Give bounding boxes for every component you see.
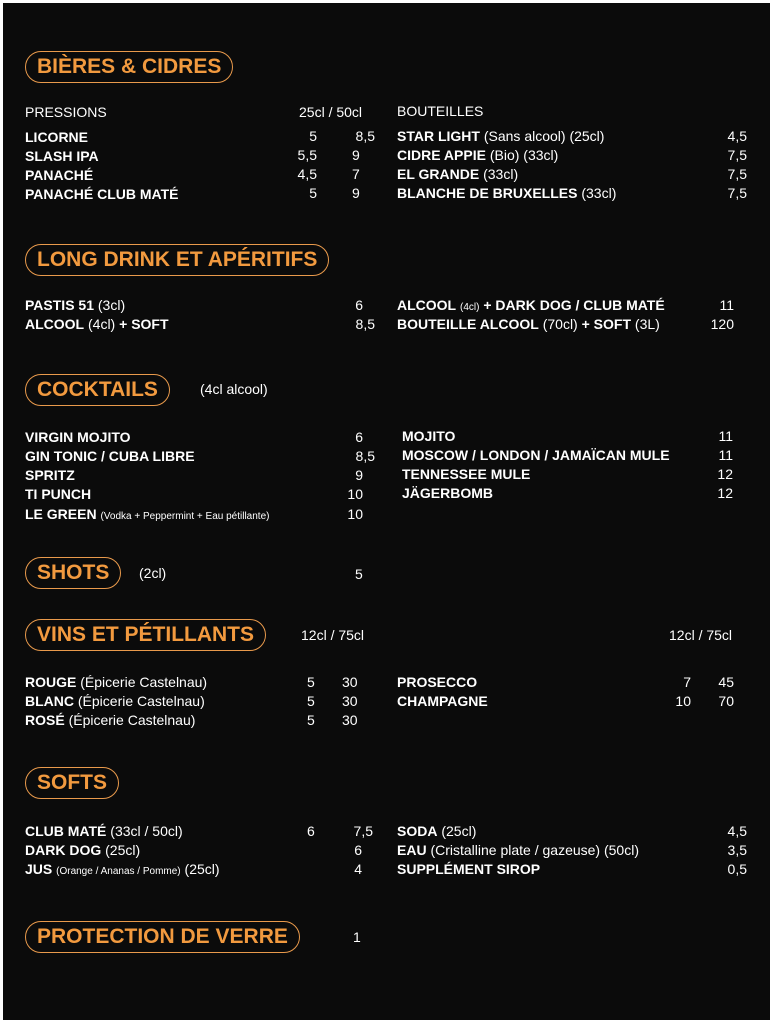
item-price-50cl: 7	[352, 166, 360, 182]
item-price-25cl: 4,5	[297, 166, 317, 182]
item-name: SODA	[397, 823, 438, 839]
item-detail: (Bio) (33cl)	[489, 147, 559, 163]
item-name: PANACHÉ	[25, 167, 94, 183]
item-detail: (Sans alcool) (25cl)	[483, 128, 605, 144]
item-name: SLASH IPA	[25, 148, 99, 164]
section-title-shots: SHOTS	[25, 557, 121, 589]
section-title-cocktails: COCKTAILS	[25, 374, 170, 406]
item-detail: (Épicerie Castelnau)	[80, 674, 208, 690]
item-name: ROSÉ	[25, 712, 65, 728]
shots-price: 5	[355, 566, 363, 582]
item-detail: (4cl)	[88, 316, 116, 332]
item-price-75cl: 30	[342, 674, 358, 690]
item-price: 7,5	[727, 147, 747, 163]
item-name: VIRGIN MOJITO	[25, 429, 131, 445]
item-detail: (33cl / 50cl)	[110, 823, 183, 839]
item-price: 8,5	[355, 316, 375, 332]
vins-sizes-right: 12cl / 75cl	[669, 627, 733, 643]
item-price-25cl: 5	[309, 185, 317, 201]
item-price-33cl: 6	[307, 823, 315, 839]
item-name: PANACHÉ CLUB MATÉ	[25, 186, 179, 202]
item-price-75cl: 30	[342, 693, 358, 709]
protection-price: 1	[353, 929, 361, 945]
item-name: BLANCHE DE BRUXELLES	[397, 185, 578, 201]
item-name: JÄGERBOMB	[402, 485, 494, 501]
item-name: TENNESSEE MULE	[402, 466, 531, 482]
item-detail-2: (3L)	[634, 316, 660, 332]
item-detail: (Orange / Ananas / Pomme)	[56, 866, 181, 877]
item-price-12cl: 5	[307, 712, 315, 728]
item-price: 9	[355, 467, 363, 483]
item-name: GIN TONIC / CUBA LIBRE	[25, 448, 195, 464]
item-name: ALCOOL	[25, 316, 85, 332]
section-title-long-drink: LONG DRINK ET APÉRITIFS	[25, 244, 329, 276]
item-name: SPRITZ	[25, 467, 75, 483]
pressions-header: PRESSIONS	[25, 104, 107, 120]
item-detail: (Cristalline plate / gazeuse) (50cl)	[430, 842, 639, 858]
item-price: 12	[717, 485, 733, 501]
section-title-bieres: BIÈRES & CIDRES	[25, 51, 233, 83]
item-price-75cl: 30	[342, 712, 358, 728]
item-detail: (3cl)	[97, 297, 126, 313]
shots-note: (2cl)	[139, 565, 167, 581]
item-name: CLUB MATÉ	[25, 823, 107, 839]
item-price: 7,5	[727, 185, 747, 201]
section-title-protection: PROTECTION DE VERRE	[25, 921, 300, 953]
item-price-12cl: 5	[307, 693, 315, 709]
item-name: MOJITO	[402, 428, 456, 444]
item-name-suffix: + SOFT	[119, 316, 169, 332]
item-price-50cl: 7,5	[353, 823, 373, 839]
item-price: 4,5	[727, 823, 747, 839]
item-name: DARK DOG	[25, 842, 102, 858]
item-detail: (25cl)	[105, 842, 141, 858]
item-name: BOUTEILLE ALCOOL	[397, 316, 539, 332]
item-detail: (Épicerie Castelnau)	[68, 712, 196, 728]
item-name: STAR LIGHT	[397, 128, 480, 144]
item-price: 120	[710, 316, 734, 332]
item-price-50cl: 8,5	[355, 128, 375, 144]
menu-board	[3, 3, 770, 1020]
item-price: 8,5	[355, 448, 375, 464]
item-name: CIDRE APPIE	[397, 147, 486, 163]
item-detail-2: (25cl)	[184, 861, 220, 877]
item-price: 6	[355, 297, 363, 313]
item-detail: (70cl)	[542, 316, 578, 332]
bouteilles-header: BOUTEILLES	[397, 103, 484, 119]
item-price-12cl: 7	[683, 674, 691, 690]
item-name: PASTIS 51	[25, 297, 94, 313]
item-name: SUPPLÉMENT SIROP	[397, 861, 541, 877]
item-name: EL GRANDE	[397, 166, 480, 182]
item-detail: (33cl)	[581, 185, 617, 201]
item-price: 6	[355, 429, 363, 445]
cocktails-note: (4cl alcool)	[200, 381, 268, 397]
item-price: 4,5	[727, 128, 747, 144]
item-price: 10	[347, 486, 363, 502]
item-price-12cl: 10	[675, 693, 691, 709]
item-price: 11	[718, 428, 733, 444]
item-price: 11	[718, 447, 733, 463]
item-name: LICORNE	[25, 129, 88, 145]
item-detail: (Épicerie Castelnau)	[77, 693, 205, 709]
item-price: 10	[347, 506, 363, 522]
item-price: 7,5	[727, 166, 747, 182]
item-price-75cl: 70	[718, 693, 734, 709]
item-price: 4	[354, 861, 362, 877]
item-price-12cl: 5	[307, 674, 315, 690]
item-price-25cl: 5,5	[297, 147, 317, 163]
item-price: 12	[717, 466, 733, 482]
item-detail: (4cl)	[460, 302, 480, 313]
item-detail: (33cl)	[483, 166, 519, 182]
item-price-75cl: 45	[718, 674, 734, 690]
item-price: 3,5	[727, 842, 747, 858]
pressions-sizes: 25cl / 50cl	[299, 104, 363, 120]
item-name: TI PUNCH	[25, 486, 92, 502]
item-price: 11	[719, 297, 734, 313]
item-name: PROSECCO	[397, 674, 478, 690]
item-detail: (Vodka + Peppermint + Eau pétillante)	[100, 511, 270, 522]
item-detail: (25cl)	[441, 823, 477, 839]
item-name: CHAMPAGNE	[397, 693, 488, 709]
item-name-suffix: + SOFT	[581, 316, 632, 332]
item-price-50cl: 9	[352, 147, 360, 163]
item-price: 0,5	[727, 861, 747, 877]
item-name-suffix: + DARK DOG / CLUB MATÉ	[483, 297, 665, 313]
item-name: ALCOOL	[397, 297, 457, 313]
item-name: BLANC	[25, 693, 74, 709]
section-title-softs: SOFTS	[25, 767, 119, 799]
item-name: ROUGE	[25, 674, 77, 690]
item-name: LE GREEN	[25, 506, 97, 522]
item-name: JUS	[25, 861, 53, 877]
item-price-25cl: 5	[309, 128, 317, 144]
vins-sizes-left: 12cl / 75cl	[301, 627, 365, 643]
item-price-50cl: 9	[352, 185, 360, 201]
item-name: MOSCOW / LONDON / JAMAÏCAN MULE	[402, 447, 670, 463]
section-title-vins: VINS ET PÉTILLANTS	[25, 619, 266, 651]
item-price: 6	[354, 842, 362, 858]
item-name: EAU	[397, 842, 427, 858]
